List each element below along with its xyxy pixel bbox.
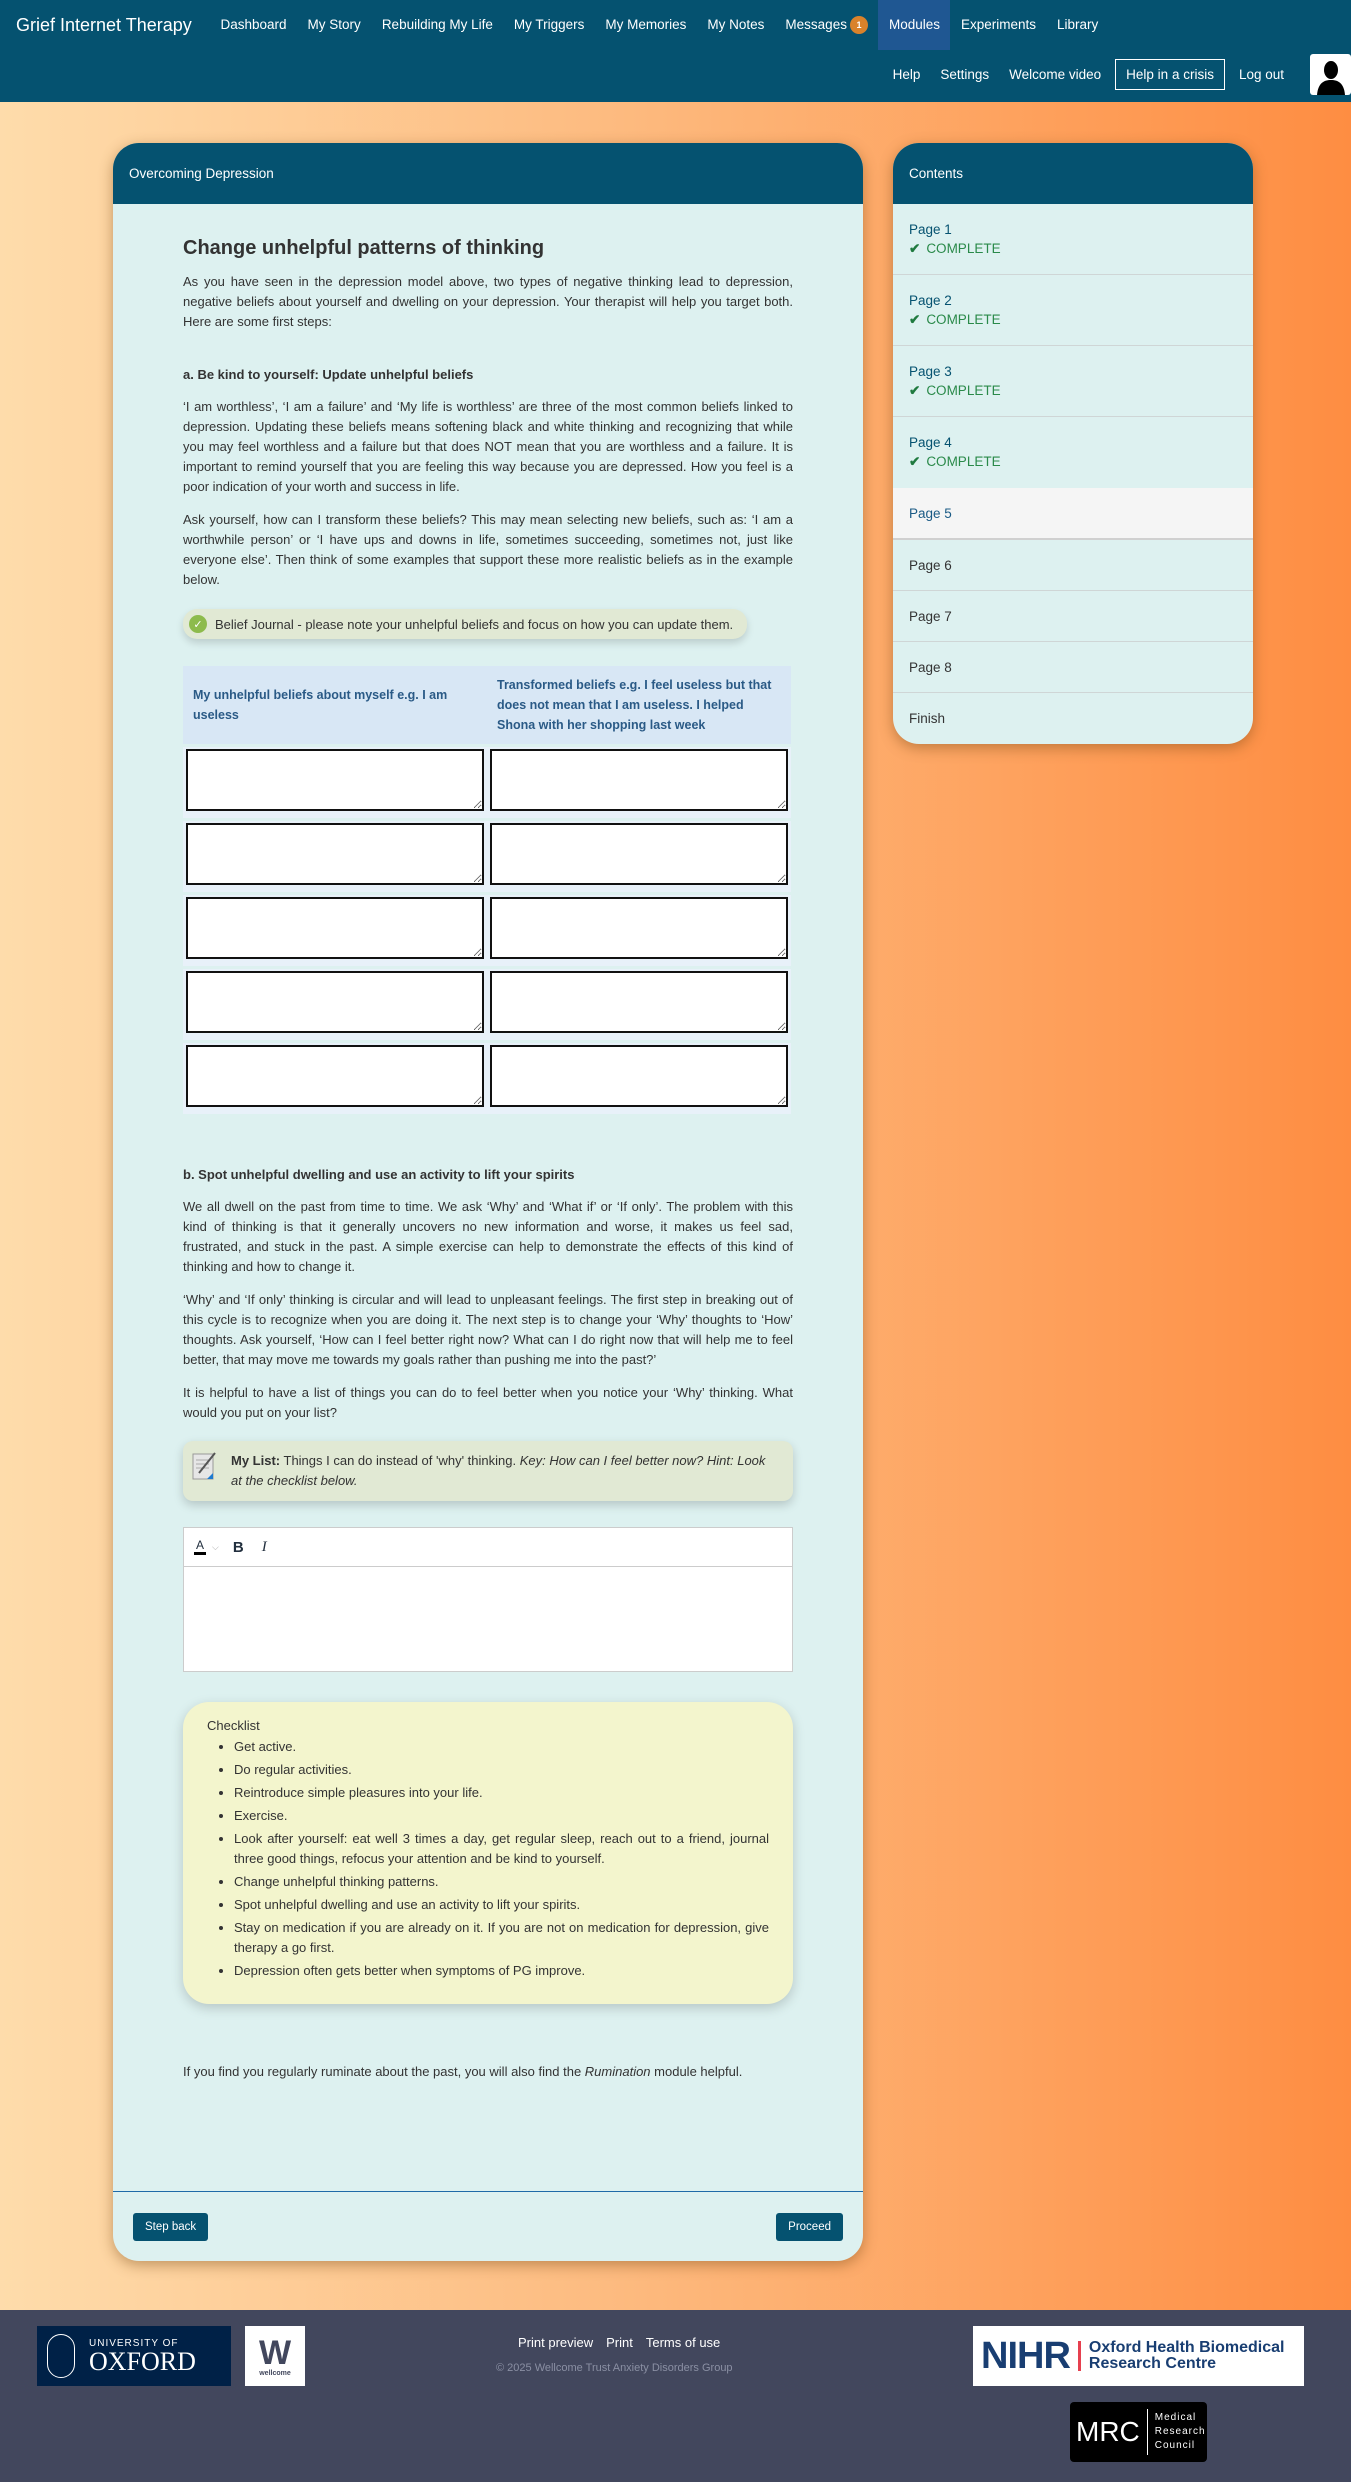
nav-my-memories[interactable]: My Memories — [605, 17, 687, 32]
checkmark-icon: ✔ — [909, 454, 921, 469]
rumination-note — [183, 2062, 793, 2082]
chevron-down-icon[interactable]: ⌵ — [212, 1541, 219, 1552]
sidebar-item-label: Page 3 — [909, 363, 952, 379]
editor-toolbar — [184, 1528, 792, 1567]
complete-label: COMPLETE — [926, 311, 1001, 327]
checklist-items — [207, 1737, 769, 1981]
table-row — [183, 821, 791, 892]
brand-title[interactable]: Grief Internet Therapy — [16, 15, 192, 35]
sidebar-item-page-3[interactable] — [893, 346, 1253, 417]
unhelpful-belief-input-2[interactable] — [186, 823, 484, 885]
messages-count-badge: 1 — [850, 16, 868, 34]
print-link[interactable]: Print — [606, 2335, 633, 2350]
my-list-editor — [183, 1527, 793, 1672]
module-panel — [113, 143, 863, 2261]
nav-messages[interactable] — [775, 0, 879, 50]
nav-modules[interactable]: Modules — [878, 0, 950, 50]
list-item: • Spot unhelpful dwelling and use an activity to lift your spirits. — [234, 1895, 769, 1915]
unhelpful-belief-input-3[interactable] — [186, 897, 484, 959]
contents-title: Contents — [893, 143, 1253, 204]
list-item: • Look after yourself: eat well 3 times a day, get regular sleep, reach out to a friend, journal three good things, refocus your attention and be kind to yourself. — [234, 1829, 769, 1869]
table-row — [183, 1043, 791, 1114]
checkmark-icon: ✔ — [909, 382, 921, 398]
wellcome-mark: W — [258, 2333, 292, 2372]
contents-sidebar — [893, 143, 1253, 744]
nav-library[interactable]: Library — [1057, 17, 1099, 32]
mrc-line-3: Council — [1154, 2440, 1196, 2451]
transformed-belief-input-2[interactable] — [490, 823, 788, 885]
checkmark-icon: ✔ — [909, 240, 921, 256]
oxford-line-2: OXFORD — [89, 2346, 196, 2376]
page-body — [0, 102, 1351, 2310]
mrc-subtitle — [1155, 2411, 1206, 2453]
check-circle-icon: ✓ — [189, 615, 207, 633]
section-a-paragraph-2: Ask yourself, how can I transform these beliefs? This may mean selecting new beliefs, such as: ‘I am a worthwhile person’ or ‘I have ups and downs in life, sometimes succeeding, sometimes not, just like everyone else’. Then think of some examples that support these more realistic beliefs as in the example below. — [183, 512, 793, 587]
checklist-title: Checklist — [207, 1718, 260, 1733]
nav-my-triggers[interactable]: My Triggers — [513, 17, 585, 32]
sidebar-item-page-5[interactable]: Page 5 — [893, 488, 1253, 540]
italic-button[interactable]: I — [261, 1538, 267, 1555]
bold-button[interactable]: B — [232, 1538, 244, 1556]
module-title: Overcoming Depression — [113, 143, 863, 204]
sidebar-item-page-6[interactable]: Page 6 — [893, 540, 1253, 591]
user-avatar[interactable] — [1310, 54, 1351, 95]
unhelpful-belief-input-4[interactable] — [186, 971, 484, 1033]
mrc-logo[interactable] — [1070, 2402, 1207, 2462]
nav-rebuilding-my-life[interactable]: Rebuilding My Life — [381, 17, 493, 32]
complete-status — [909, 241, 1237, 257]
checklist-box — [183, 1702, 793, 2004]
nav-welcome-video[interactable]: Welcome video — [1009, 66, 1102, 82]
nav-help[interactable]: Help — [892, 66, 921, 82]
terms-of-use-link[interactable]: Terms of use — [645, 2335, 721, 2350]
oxford-line-1: UNIVERSITY OF — [89, 2337, 179, 2349]
section-b-paragraph-2: ‘Why’ and ‘If only’ thinking is circular and will lead to unpleasant feelings. The first step in breaking out of this cycle is to recognize when you are doing it. The next step is to change your ‘Why’ thoughts to ‘How’ thoughts. Ask yourself, ‘How can I feel better right now? What can I do right now that will help me to feel better, that may move me towards my goals rather than pushing me into the past?’ — [183, 1292, 793, 1367]
list-item: • Exercise. — [234, 1806, 769, 1826]
nihr-wordmark: NIHR — [981, 2334, 1070, 2377]
complete-status — [909, 312, 1237, 328]
mrc-line-1: Medical — [1154, 2412, 1197, 2423]
wellcome-logo[interactable] — [245, 2326, 305, 2386]
text-color-icon: A — [194, 1539, 206, 1555]
user-silhouette-icon — [1315, 59, 1347, 95]
step-back-button[interactable]: Step back — [133, 2213, 208, 2241]
belief-journal-table — [183, 663, 791, 1117]
print-preview-link[interactable]: Print preview — [518, 2335, 594, 2350]
nihr-logo[interactable] — [973, 2326, 1304, 2386]
list-item: • Stay on medication if you are already on it. If you are not on medication for depression, give therapy a go first. — [234, 1918, 769, 1958]
copyright: © 2025 Wellcome Trust Anxiety Disorders Group — [496, 2362, 733, 2374]
sidebar-item-page-7[interactable]: Page 7 — [893, 591, 1253, 642]
footer-links — [518, 2335, 720, 2350]
pencil-note-icon — [191, 1451, 219, 1481]
list-item: • Reintroduce simple pleasures into your life. — [234, 1783, 769, 1803]
nav-my-story[interactable]: My Story — [307, 17, 361, 32]
nihr-line-2: Research Centre — [1088, 2355, 1217, 2372]
table-row — [183, 747, 791, 818]
sidebar-item-page-8[interactable]: Page 8 — [893, 642, 1253, 693]
nav-experiments[interactable]: Experiments — [960, 17, 1037, 32]
unhelpful-belief-input-1[interactable] — [186, 749, 484, 811]
nav-my-notes[interactable]: My Notes — [707, 17, 765, 32]
nav-log-out[interactable]: Log out — [1238, 66, 1284, 82]
rumination-note-tail: module helpful. — [650, 2064, 743, 2079]
rumination-module-name: Rumination — [584, 2064, 651, 2079]
text-color-button[interactable] — [194, 1539, 219, 1555]
module-footer — [113, 2191, 863, 2261]
list-item: • Do regular activities. — [234, 1760, 769, 1780]
sidebar-item-page-4[interactable] — [893, 417, 1253, 488]
list-item: • Depression often gets better when symptoms of PG improve. — [234, 1961, 769, 1981]
sidebar-item-page-1[interactable] — [893, 204, 1253, 275]
nav-settings[interactable]: Settings — [940, 66, 990, 82]
mrc-line-2: Research — [1154, 2426, 1206, 2437]
transformed-belief-input-1[interactable] — [490, 749, 788, 811]
section-a-paragraph-1: ‘I am worthless’, ‘I am a failure’ and ‘My life is worthless’ are three of the most common beliefs linked to depression. Updating these beliefs means softening black and white thinking and recognizing that while you may feel worthless and a failure but that does NOT mean that you are worthless and a failure. It is important to remind yourself that you are feeling this way because you are depressed. How you feel is a poor indication of your worth and success in life. — [183, 399, 793, 494]
transformed-belief-input-3[interactable] — [490, 897, 788, 959]
complete-label: COMPLETE — [926, 382, 1001, 398]
unhelpful-belief-input-5[interactable] — [186, 1045, 484, 1107]
my-list-hint: Key: How can I feel better now? Hint: Look at the checklist below. — [231, 1453, 766, 1488]
mrc-wordmark: MRC — [1076, 2416, 1140, 2447]
site-footer — [0, 2310, 1351, 2482]
my-list-editor-body[interactable] — [184, 1567, 792, 1671]
checkmark-icon: ✔ — [909, 311, 921, 327]
transformed-belief-input-5[interactable] — [490, 1045, 788, 1107]
my-list-description: Things I can do instead of 'why' thinking. — [280, 1453, 520, 1468]
table-row — [183, 895, 791, 966]
page-title: Change unhelpful patterns of thinking — [183, 237, 545, 259]
belief-journal-notice-text: Belief Journal - please note your unhelpful beliefs and focus on how you can update them. — [215, 616, 734, 632]
belief-journal-notice — [183, 609, 747, 639]
my-list-label: My List: — [231, 1453, 281, 1468]
sidebar-item-label: Page 4 — [909, 435, 952, 450]
secondary-nav — [883, 56, 1351, 92]
column-header-transformed-beliefs: Transformed beliefs e.g. I feel useless but that does not mean that I am useless. I helped Shona with her shopping last week — [487, 666, 791, 744]
mrc-divider — [1147, 2409, 1148, 2455]
nav-dashboard[interactable]: Dashboard — [220, 17, 287, 32]
wellcome-text: wellcome — [259, 2369, 291, 2377]
section-b-paragraph-1: We all dwell on the past from time to time. We ask ‘Why’ and ‘What if’ or ‘If only’. The problem with this kind of thinking is that it generally uncovers no new information and worse, it makes us feel sad, frustrated, and stuck in the past. A simple exercise can help to demonstrate the effects of this kind of thinking and how to change it. — [183, 1199, 793, 1274]
nav-messages-label: Messages — [785, 17, 847, 32]
proceed-button[interactable]: Proceed — [776, 2213, 843, 2241]
table-row — [183, 969, 791, 1040]
list-item: • Get active. — [234, 1737, 769, 1757]
column-header-unhelpful-beliefs: My unhelpful beliefs about myself e.g. I am useless — [183, 666, 487, 744]
nihr-subtitle — [1089, 2340, 1285, 2372]
complete-status — [909, 454, 1237, 470]
my-list-prompt — [183, 1441, 793, 1501]
help-in-crisis-button[interactable]: Help in a crisis — [1115, 59, 1225, 90]
list-item: • Change unhelpful thinking patterns. — [234, 1872, 769, 1892]
oxford-crest-icon — [47, 2334, 75, 2378]
complete-label: COMPLETE — [926, 454, 1001, 469]
sidebar-item-finish[interactable]: Finish — [909, 711, 946, 726]
top-navbar — [0, 0, 1351, 102]
section-b-paragraph-3: It is helpful to have a list of things you can do to feel better when you notice your ‘Why’ thinking. What would you put on your list? — [183, 1385, 793, 1420]
section-b-title: b. Spot unhelpful dwelling and use an activity to lift your spirits — [183, 1167, 575, 1182]
complete-status — [909, 383, 1237, 399]
intro-paragraph: As you have seen in the depression model above, two types of negative thinking lead to depression, negative beliefs about yourself and dwelling on your depression. Your therapist will help you target both. Here are some first steps: — [183, 274, 793, 329]
module-content — [113, 237, 863, 2082]
transformed-belief-input-4[interactable] — [490, 971, 788, 1033]
sidebar-item-page-2[interactable] — [893, 275, 1253, 346]
primary-nav — [210, 0, 1109, 50]
sidebar-item-label: Page 1 — [909, 221, 952, 237]
section-a-title: a. Be kind to yourself: Update unhelpful beliefs — [183, 367, 474, 382]
my-list-text — [231, 1451, 779, 1491]
sidebar-item-label: Page 2 — [909, 292, 952, 308]
rumination-note-text: If you find you regularly ruminate about the past, you will also find the — [183, 2064, 585, 2079]
nihr-line-1: Oxford Health Biomedical — [1088, 2339, 1285, 2356]
complete-label: COMPLETE — [926, 240, 1001, 256]
nihr-divider — [1078, 2341, 1081, 2371]
oxford-logo[interactable] — [37, 2326, 231, 2386]
